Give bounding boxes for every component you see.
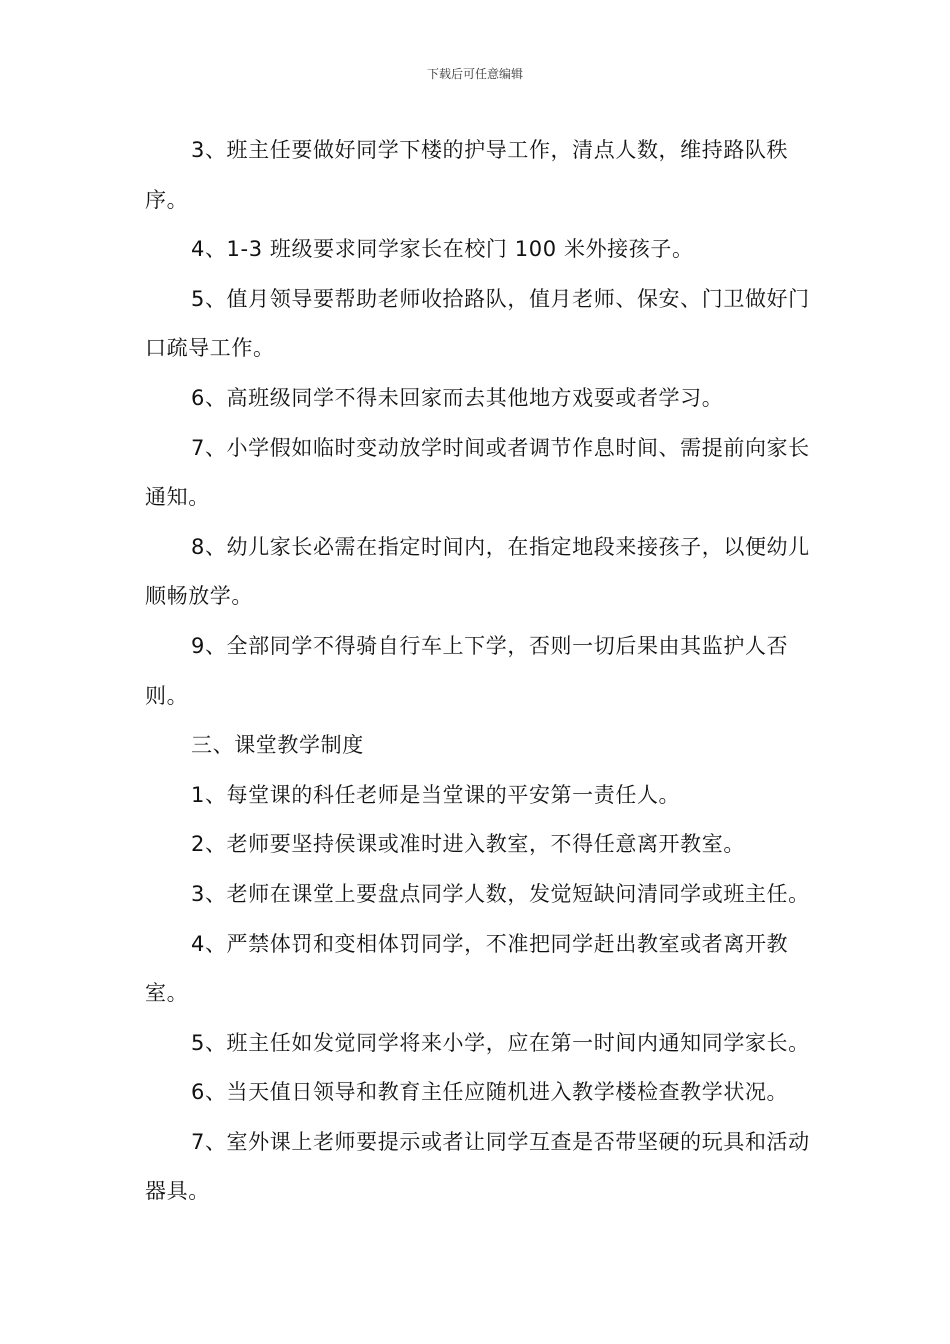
page-header: 下载后可任意编辑: [426, 67, 523, 81]
paragraph-class-rule-2: 2、老师要坚持侯课或准时进入教室，不得任意离开教室。: [191, 832, 745, 857]
paragraph-rule-9-bicycle: 9、全部同学不得骑自行车上下学，否则一切后果由其监护人否则。: [145, 633, 789, 708]
paragraph-rule-4-pickup: 4、1-3 班级要求同学家长在校门 100 米外接孩子。: [191, 237, 694, 262]
paragraph-class-rule-6: 6、当天值日领导和教育主任应随机进入教学楼检查教学状况。: [191, 1080, 789, 1105]
paragraph-rule-7-notice: 7、小学假如临时变动放学时间或者调节作息时间、需提前向家长通知。: [145, 435, 810, 510]
paragraph-class-rule-4: 4、严禁体罚和变相体罚同学，不准把同学赶出教室或者离开教室。: [145, 931, 789, 1006]
paragraph-rule-6-go-home: 6、高班级同学不得未回家而去其他地方戏耍或者学习。: [191, 385, 724, 410]
paragraph-rule-3-escort: 3、班主任要做好同学下楼的护导工作，清点人数，维持路队秩序。: [145, 138, 789, 212]
paragraph-class-rule-7: 7、室外课上老师要提示或者让同学互查是否带坚硬的玩具和活动器具。: [145, 1129, 810, 1204]
paragraph-class-rule-3: 3、老师在课堂上要盘点同学人数，发觉短缺问清同学或班主任。: [191, 881, 810, 906]
paragraph-class-rule-1: 1、每堂课的科任老师是当堂课的平安第一责任人。: [191, 782, 681, 807]
paragraph-rule-8-kindergarten: 8、幼儿家长必需在指定时间内，在指定地段来接孩子，以便幼儿顺畅放学。: [145, 534, 810, 609]
paragraph-class-rule-5: 5、班主任如发觉同学将来小学，应在第一时间内通知同学家长。: [191, 1030, 810, 1055]
document-body: [145, 126, 825, 1217]
paragraph-rule-5-guidance: 5、值月领导要帮助老师收拾路队，值月老师、保安、门卫做好门口疏导工作。: [145, 286, 810, 361]
section-heading-classroom: 三、课堂教学制度: [191, 733, 364, 758]
